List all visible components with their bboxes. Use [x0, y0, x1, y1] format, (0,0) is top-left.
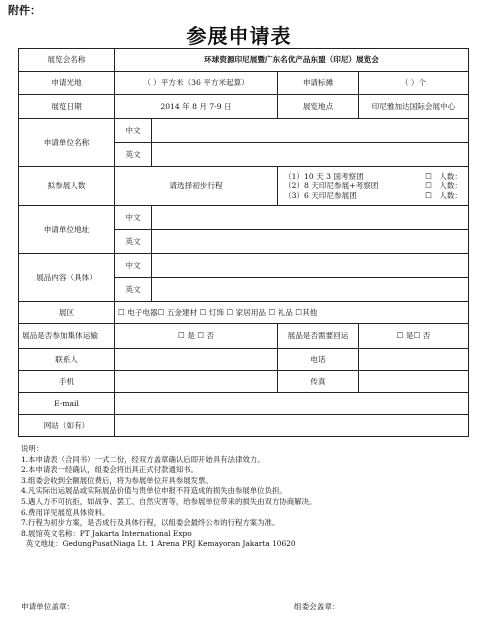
row-contact	[19, 349, 469, 371]
website-field[interactable]	[115, 415, 469, 437]
itinerary-option-text: （3）6 天印尼参展团	[284, 190, 357, 200]
return-label: 展品是否需要回运	[278, 324, 359, 349]
checkbox-icon[interactable]: ☐	[425, 181, 432, 191]
applicant-address-cn-label: 中文	[115, 206, 152, 230]
fax-field[interactable]	[359, 371, 469, 393]
row-applicant-address-cn	[19, 206, 469, 230]
venue-label: 展览地点	[278, 95, 359, 119]
itinerary-options	[278, 167, 469, 206]
applicant-name-en-label: 英文	[115, 143, 152, 167]
attachment-label: 附件：	[8, 4, 41, 17]
itinerary-prompt: 请选择初步行程	[115, 167, 278, 206]
row-exhibition-name	[19, 49, 469, 72]
mobile-label: 手机	[19, 371, 115, 393]
contact-label: 联系人	[19, 349, 115, 371]
itinerary-option[interactable]	[284, 172, 462, 181]
note-item: 7.行程为初步方案，是否成行及具体行程，以组委会最终公布的行程方案为准。	[21, 518, 280, 528]
venue-value: 印尼雅加达国际会展中心	[359, 95, 469, 119]
zones-options[interactable]: ☐ 电子电器☐ 五金建材 ☐ 灯饰 ☐ 家居用品 ☐ 礼品 ☐其他	[115, 302, 469, 324]
applicant-address-en-label: 英文	[115, 230, 152, 254]
note-item: 8.展馆英文名称：PT Jakarta International Expo	[21, 528, 192, 538]
note-item: 4.凡实际出运展品或实际展品价值与贵单位申报不符造成的损失由参展单位负担。	[21, 486, 287, 496]
mobile-field[interactable]	[115, 371, 278, 393]
exhibition-name-label: 展览会名称	[19, 49, 115, 72]
headcount-label: 人数：	[439, 171, 463, 181]
dates-label: 展览日期	[19, 95, 115, 119]
itinerary-option-text: （2）8 天印尼参展+考察团	[284, 181, 379, 191]
notes-title: 说明：	[21, 444, 44, 453]
participants-label: 拟参展人数	[19, 167, 115, 206]
applicant-name-label: 申请单位名称	[19, 119, 115, 167]
row-website	[19, 415, 469, 437]
row-mobile	[19, 371, 469, 393]
booth-area-field[interactable]: （ ）平方米（36 平方米起算）	[115, 72, 278, 95]
note-item: 6.费用详见展览具体资料。	[21, 507, 110, 517]
form-title: 参展申请表	[186, 24, 292, 48]
products-label: 展品内容（具体）	[19, 254, 115, 302]
email-label: E-mail	[19, 393, 115, 415]
booth-area-label: 申请光地	[19, 72, 115, 95]
website-label: 网站（如有）	[19, 415, 115, 437]
note-item: 2.本申请表一经确认，组委会将出具正式付款通知书。	[21, 465, 199, 475]
row-dates-venue	[19, 95, 469, 119]
note-item: 3.组委会收到全额展位费后，将为参展单位开具参展发票。	[21, 475, 213, 485]
phone-field[interactable]	[359, 349, 469, 371]
checkbox-icon[interactable]: ☐	[425, 171, 432, 181]
row-zones	[19, 302, 469, 324]
applicant-name-en-field[interactable]	[152, 143, 469, 167]
products-en-label: 英文	[115, 278, 152, 302]
application-form-table	[18, 48, 469, 437]
committee-stamp-label: 组委会盖章：	[294, 602, 340, 611]
return-options[interactable]: ☐ 是☐ 否	[359, 324, 469, 349]
booth-standard-label: 申请标摊	[278, 72, 359, 95]
zones-label: 展区	[19, 302, 115, 324]
itinerary-option-text: （1）10 天 3 国考察团	[284, 171, 364, 181]
note-item: 英文地址：GedungPusatNiaga Lt. 1 Arena PRJ Kemayoran Jakarta 10620	[21, 539, 296, 549]
note-item: 5.遇人力不可抗拒，如战争、罢工、自然灾害等，给参展单位带来的损失由双方协商解决。	[21, 496, 317, 506]
applicant-stamp-label: 申请单位盖章：	[21, 602, 75, 611]
shipping-options[interactable]: ☐ 是 ☐ 否	[115, 324, 278, 349]
row-booth-request	[19, 72, 469, 95]
applicant-address-cn-field[interactable]	[152, 206, 469, 230]
exhibition-name-value[interactable]: 环球资源印尼展暨广东名优产品东盟（印尼）展览会	[115, 49, 469, 72]
row-email	[19, 393, 469, 415]
products-cn-field[interactable]	[152, 254, 469, 278]
shipping-label: 展品是否参加集体运输	[19, 324, 115, 349]
row-applicant-name-cn	[19, 119, 469, 143]
row-products-cn	[19, 254, 469, 278]
applicant-name-cn-label: 中文	[115, 119, 152, 143]
checkbox-icon[interactable]: ☐	[425, 190, 432, 200]
fax-label: 传真	[278, 371, 359, 393]
contact-field[interactable]	[115, 349, 278, 371]
itinerary-option[interactable]	[284, 191, 462, 200]
notes-section	[21, 444, 465, 550]
row-participants	[19, 167, 469, 206]
dates-value: 2014 年 8 月 7-9 日	[115, 95, 278, 119]
phone-label: 电话	[278, 349, 359, 371]
applicant-address-label: 申请单位地址	[19, 206, 115, 254]
booth-standard-field[interactable]: （ ）个	[359, 72, 469, 95]
headcount-label: 人数：	[439, 181, 463, 191]
products-en-field[interactable]	[152, 278, 469, 302]
email-field[interactable]	[115, 393, 469, 415]
headcount-label: 人数：	[439, 190, 463, 200]
applicant-name-cn-field[interactable]	[152, 119, 469, 143]
itinerary-option[interactable]	[284, 181, 462, 190]
row-shipping	[19, 324, 469, 349]
applicant-address-en-field[interactable]	[152, 230, 469, 254]
products-cn-label: 中文	[115, 254, 152, 278]
note-item: 1.本申请表（合同书）一式二份，经双方盖章确认后即开始具有法律效力。	[21, 454, 265, 464]
